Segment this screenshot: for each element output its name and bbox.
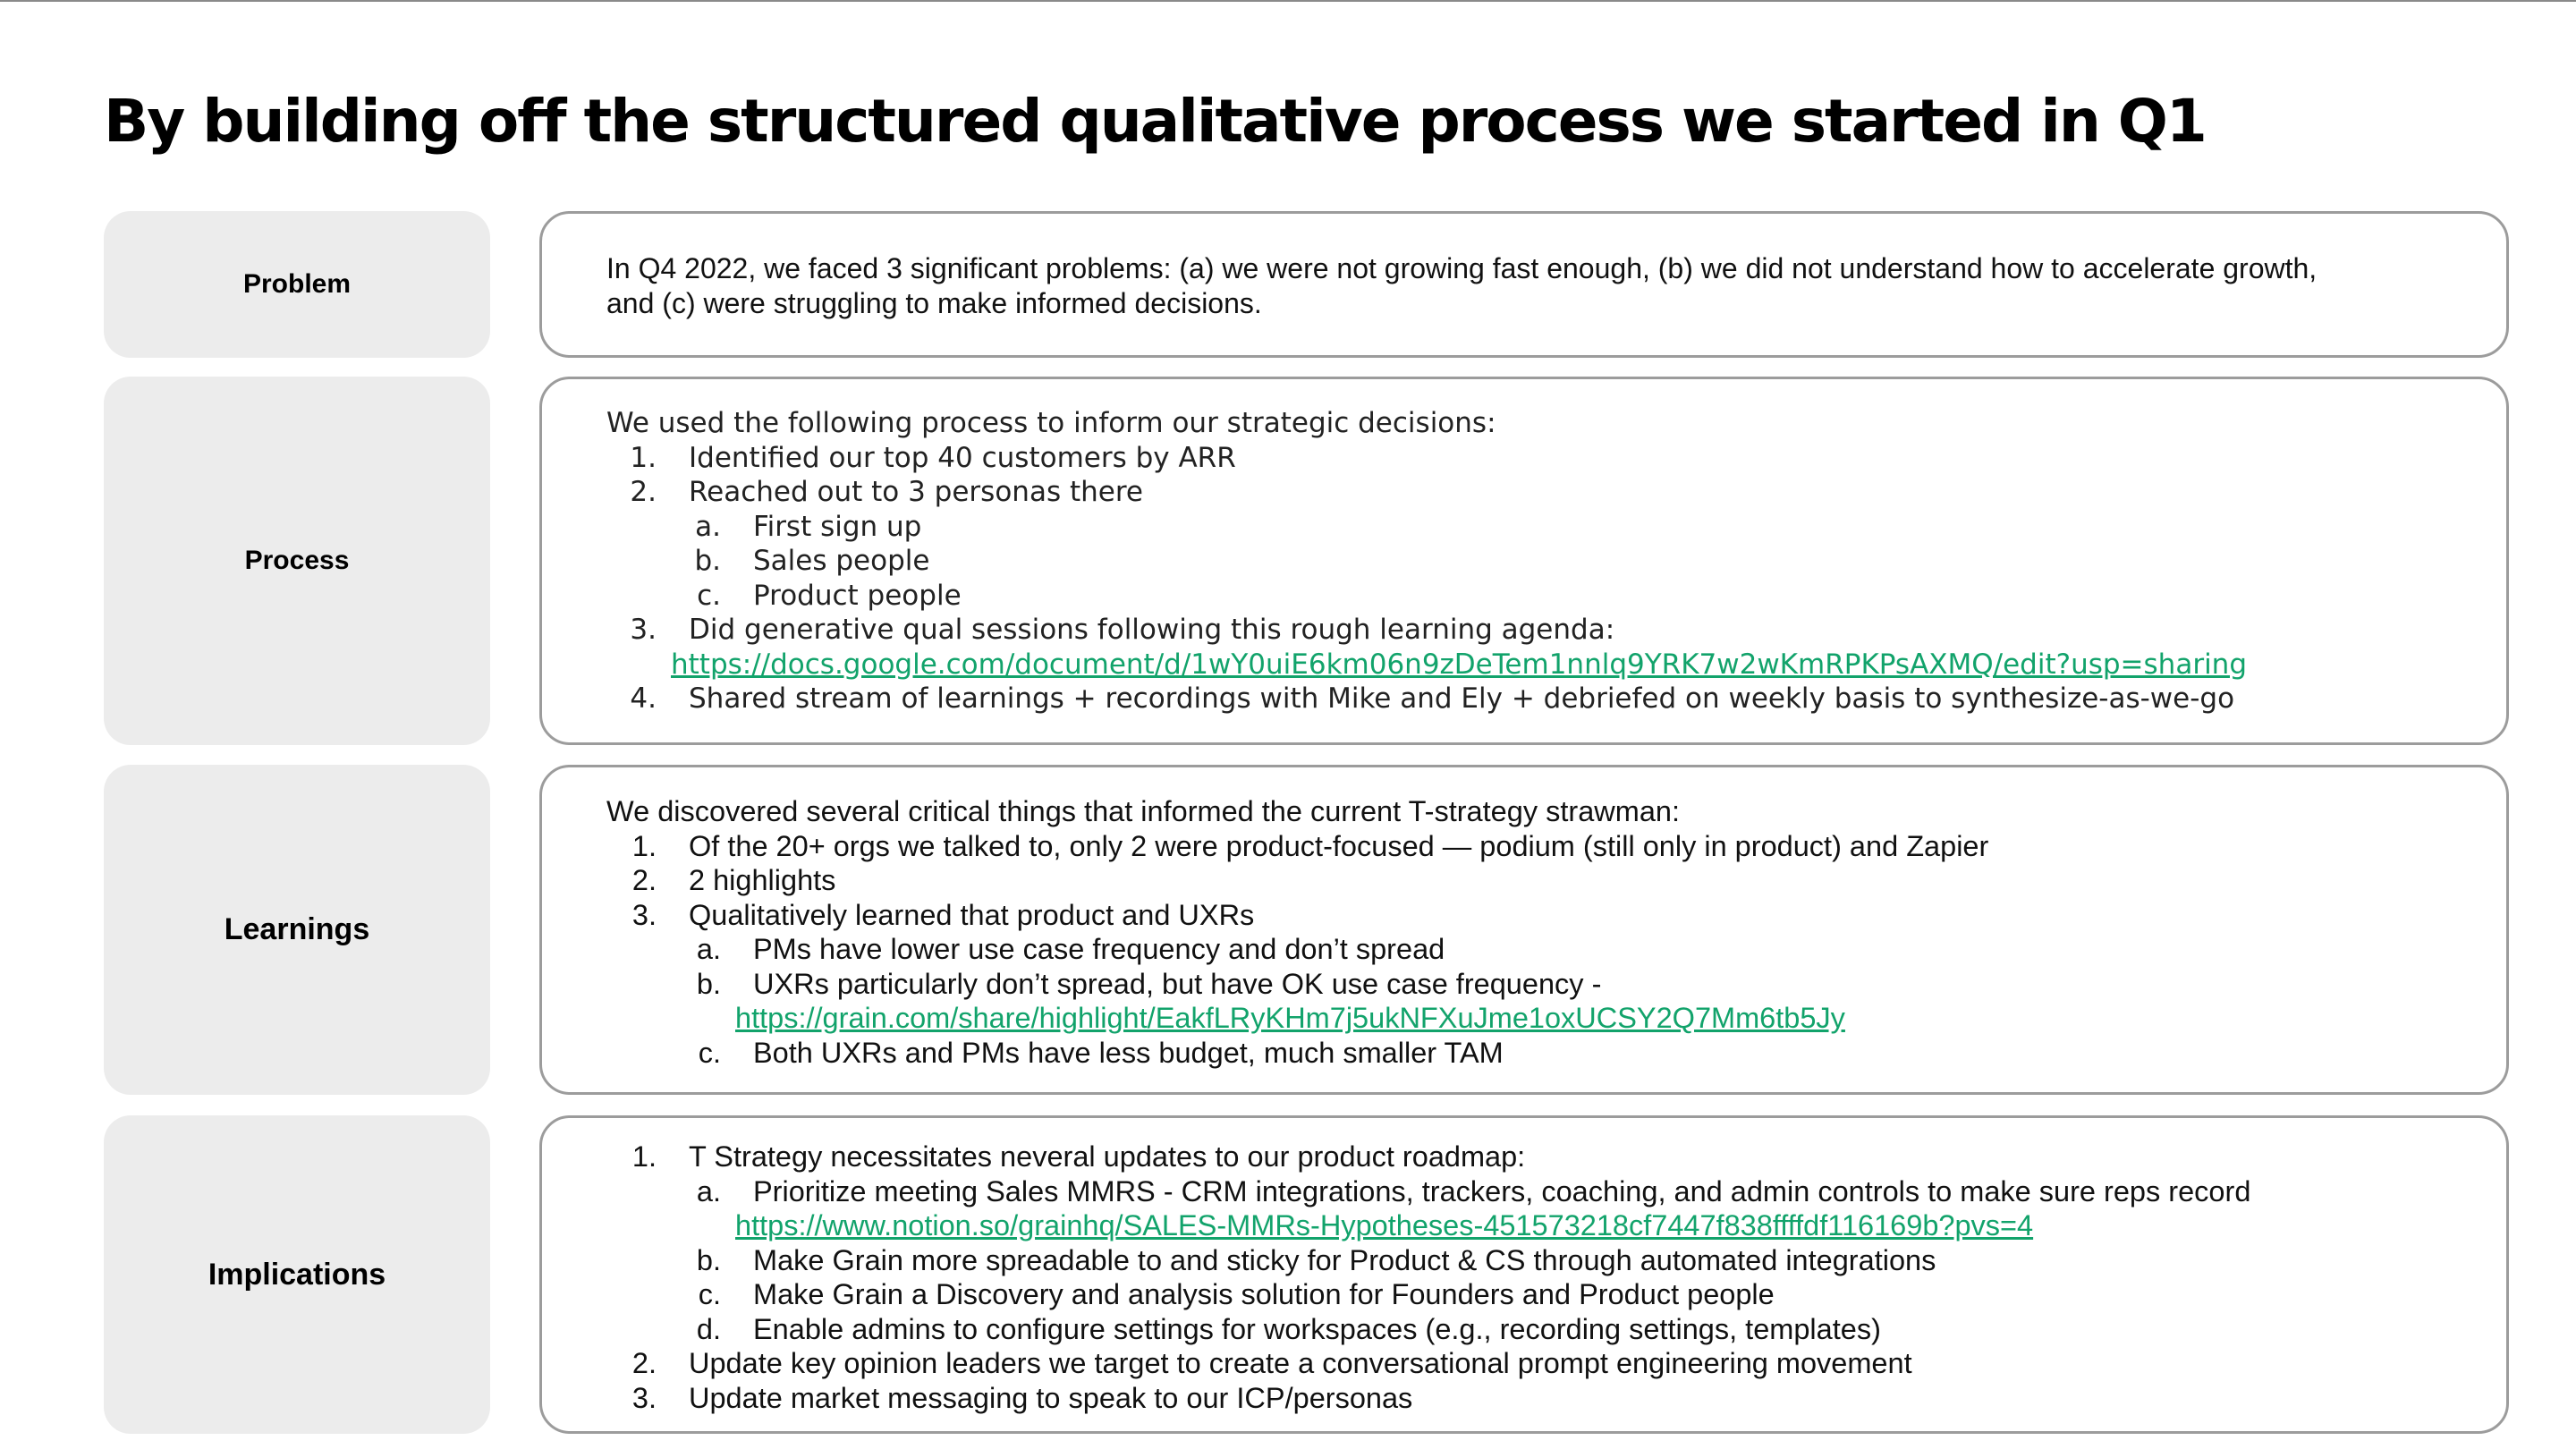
problem-text-line: In Q4 2022, we faced 3 significant problems: (a) we were not growing fast enough, (b) we did not understand how to accelerate growth, (606, 252, 2318, 284)
list-item: 2. Update key opinion leaders we target to create a conversational prompt engineering movement (631, 1347, 1912, 1379)
list-item: a. Prioritize meeting Sales MMRS - CRM integrations, trackers, coaching, and admin controls to make sure reps record (696, 1174, 2251, 1208)
implications-label: Implications (104, 1115, 490, 1434)
list-item: a. First sign up (695, 510, 922, 543)
learnings-card (539, 765, 2509, 1095)
list-item: c. Product people (697, 579, 962, 612)
notion-hypotheses-link[interactable]: https://www.notion.so/grainhq/SALES-MMRs-Hypotheses-451573218cf7447f838ffffdf116169b?pvs=4 (735, 1209, 2034, 1241)
problem-card (539, 211, 2509, 358)
list-item: b. Make Grain more spreadable to and sticky for Product & CS through automated integrations (696, 1243, 1936, 1276)
problem-text-line: and (c) were struggling to make informed decisions. (606, 287, 1262, 319)
list-item: 2. 2 highlights (631, 864, 836, 896)
list-item: 3. Did generative qual sessions following this rough learning agenda: (630, 614, 1615, 646)
list-item: b. UXRs particularly don’t spread, but have OK use case frequency - (696, 967, 1602, 1000)
list-item: 3. Update market messaging to speak to our ICP/personas (631, 1381, 1413, 1414)
list-item: c. Both UXRs and PMs have less budget, much smaller TAM (698, 1036, 1504, 1069)
list-item: 1. T Strategy necessitates neveral updates to our product roadmap: (631, 1140, 1526, 1173)
list-item: 2. Reached out to 3 personas there (630, 476, 1143, 508)
list-item: a. PMs have lower use case frequency and don’t spread (696, 933, 1445, 965)
process-card (539, 377, 2509, 745)
learnings-intro: We discovered several critical things that informed the current T-strategy strawman: (606, 795, 1680, 827)
list-item: c. Make Grain a Discovery and analysis solution for Founders and Product people (698, 1278, 1775, 1310)
process-intro: We used the following process to inform our strategic decisions: (606, 407, 1496, 439)
list-item: 4. Shared stream of learnings + recordings with Mike and Ely + debriefed on weekly basis to synthesize-as-we-go (630, 682, 2235, 715)
top-divider (0, 0, 2576, 2)
list-item: 1. Identified our top 40 customers by ARR (630, 441, 1236, 474)
grain-highlight-link[interactable]: https://grain.com/share/highlight/EakfLRyKHm7j5ukNFXuJme1oxUCSY2Q7Mm6tb5Jy (735, 1002, 1845, 1034)
slide-title: By building off the structured qualitative process we started in Q1 (104, 87, 2206, 156)
learnings-label: Learnings (104, 765, 490, 1095)
process-label: Process (104, 377, 490, 745)
list-item: b. Sales people (694, 545, 930, 577)
learning-agenda-link[interactable]: https://docs.google.com/document/d/1wY0uiE6km06n9zDeTem1nnlq9YRK7w2wKmRPKPsAXMQ/edit?usp=sharing (671, 648, 2248, 681)
list-item: d. Enable admins to configure settings for workspaces (e.g., recording settings, templates) (696, 1312, 1881, 1345)
list-item: 3. Qualitatively learned that product and UXRs (631, 898, 1255, 931)
problem-label: Problem (104, 211, 490, 358)
list-item: 1. Of the 20+ orgs we talked to, only 2 were product-focused — podium (still only in product) and Zapier (631, 829, 1989, 862)
implications-card (539, 1115, 2509, 1434)
